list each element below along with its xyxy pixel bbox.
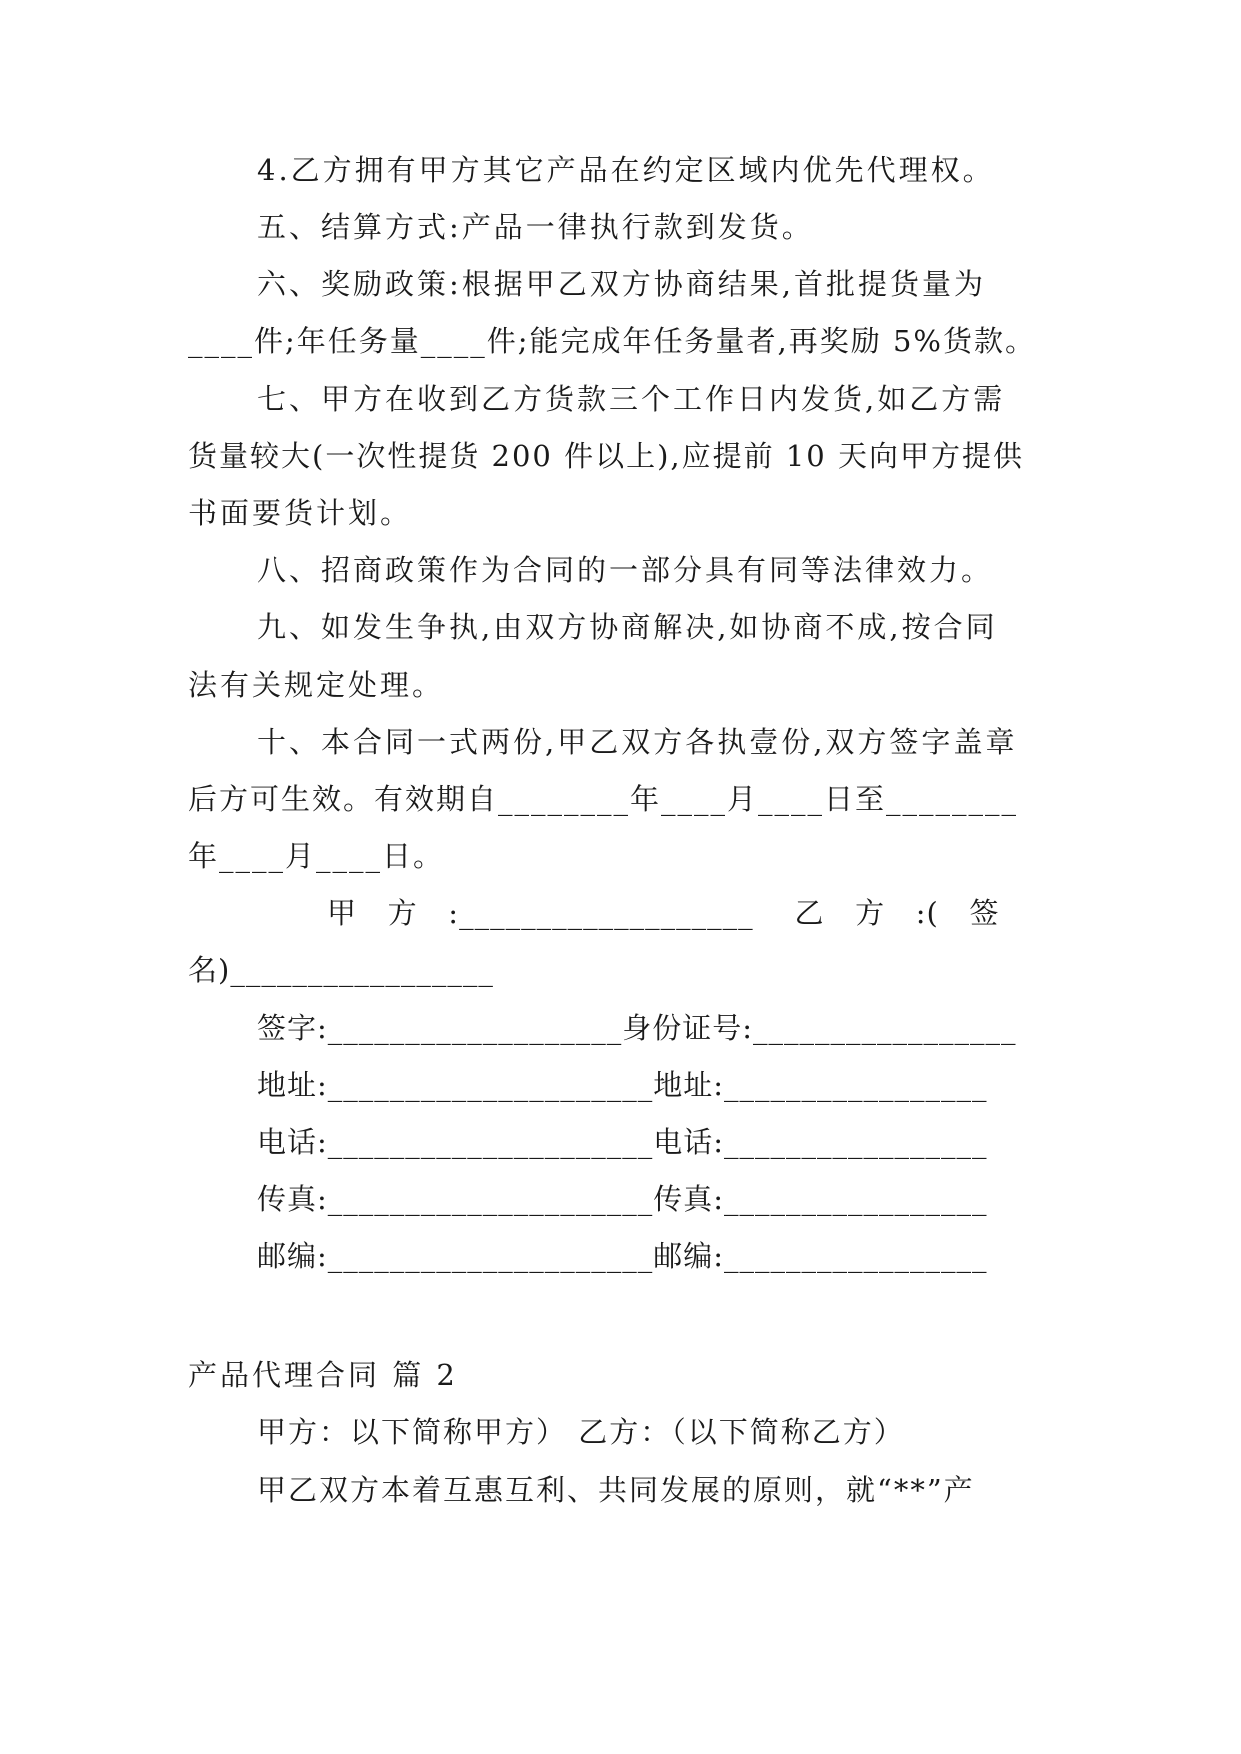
clause-10-line-1: 十、本合同一式两份,甲乙双方各执壹份,双方签字盖章 [257,725,1018,759]
signature-id-row: 签字:___________________身份证号:_________________ [257,1011,1017,1045]
party-signature-line: 甲 方 :___________________ 乙 方 :( 签 [327,896,1000,930]
clause-10-line-2: 后方可生效。有效期自________年____月____日至________ [188,782,1019,816]
section-heading: 产品代理合同 篇 2 [188,1358,458,1392]
clause-9-line-2: 法有关规定处理。 [188,668,445,702]
clause-4: 4.乙方拥有甲方其它产品在约定区域内优先代理权。 [257,153,995,187]
phone-row: 电话:_____________________电话:_________________ [257,1125,988,1159]
clause-5: 五、结算方式:产品一律执行款到发货。 [257,210,814,244]
clause-8: 八、招商政策作为合同的一部分具有同等法律效力。 [257,553,994,587]
fax-row: 传真:_____________________传真:_________________ [257,1182,988,1216]
parties-line: 甲方：以下简称甲方） 乙方：（以下简称乙方） [257,1415,905,1449]
clause-9-line-1: 九、如发生争执,由双方协商解决,如协商不成,按合同 [257,610,998,644]
preamble-line: 甲乙双方本着互惠互利、共同发展的原则，就“**”产 [257,1473,975,1507]
clause-10-line-3: 年____月____日。 [188,839,445,873]
clause-7-line-3: 书面要货计划。 [188,496,413,530]
address-row: 地址:_____________________地址:_________________ [257,1068,988,1102]
clause-6-line-1: 六、奖励政策:根据甲乙双方协商结果,首批提货量为 [257,267,986,301]
postcode-row: 邮编:_____________________邮编:_________________ [257,1239,988,1273]
party-signature-line-2: 名)_________________ [188,953,494,987]
clause-7-line-1: 七、甲方在收到乙方货款三个工作日内发货,如乙方需 [257,382,1006,416]
clause-6-line-2: ____件;年任务量____件;能完成年任务量者,再奖励 5%货款。 [188,324,1036,358]
clause-7-line-2: 货量较大(一次性提货 200 件以上),应提前 10 天向甲方提供 [188,439,1024,473]
